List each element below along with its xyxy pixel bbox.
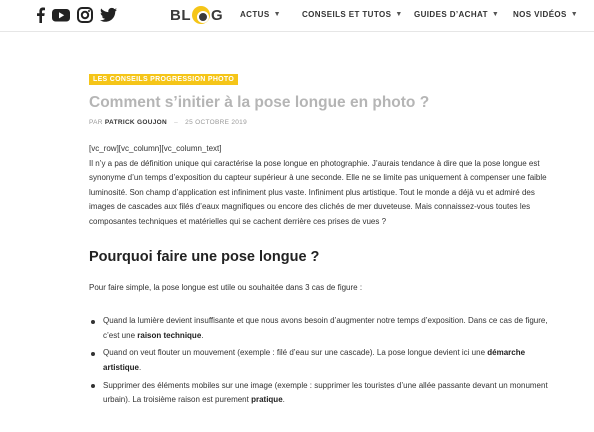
author-link[interactable]: PATRICK GOUJON [104, 119, 168, 126]
list-item-end: . [139, 362, 142, 372]
list-item [89, 379, 559, 408]
nav-label: GUIDES D’ACHAT [414, 10, 488, 19]
instagram-icon[interactable] [77, 7, 93, 23]
meta-by: PAR [89, 119, 103, 126]
site-header [0, 0, 594, 32]
intro-paragraph: Il n’y a pas de définition unique qui caractérise la pose longue en photographie. J’aurais tendance à dire que la pose longue est synonyme d’un temps d’exposition du capteur supérieur à une seconde. Elle ne se limite pas uniquement à compenser une faible luminosité. Son champ d’application est infiniment plus vaste. Infiniment plus artistique. Tout le monde a déjà vu et admiré des images de cascades aux filés d’eaux magnifiques ou encore des clichés de mer duveteuse. Mais connaissez-vous toutes les composantes techniques et matérielles qui se cachent derrière ces prises de vues ? [89, 158, 547, 226]
nav-item-conseils-et-tutos[interactable] [302, 10, 403, 19]
chevron-down-icon: ▼ [570, 11, 579, 18]
meta-separator: – [174, 119, 179, 126]
chevron-down-icon: ▼ [491, 11, 500, 18]
facebook-icon[interactable] [36, 7, 45, 23]
list-item-text: Quand la lumière devient insuffisante et que nous avons besoin d’augmenter notre temps d’exposition. Dans ce cas de figure, c’est une [103, 316, 548, 340]
post-meta [89, 119, 559, 126]
list-item-bold: raison technique [137, 330, 202, 340]
youtube-icon[interactable] [52, 7, 70, 23]
twitter-icon[interactable] [100, 7, 117, 23]
list-item-text: Supprimer des éléments mobiles sur une image (exemple : supprimer les touristes d’une allée passante devant un monument urbain). La troisième raison est purement [103, 380, 548, 405]
article [89, 68, 559, 411]
reasons-list [89, 314, 559, 408]
nav-item-actus[interactable] [240, 10, 281, 19]
nav-label: NOS VIDÉOS [513, 10, 567, 19]
logo-text-left: BL [170, 6, 191, 24]
social-links [36, 6, 124, 24]
list-item [89, 314, 559, 343]
logo-text-right: G [211, 6, 224, 24]
chevron-down-icon: ▼ [395, 11, 403, 18]
category-badge[interactable]: LES CONSEILS PROGRESSION PHOTO [89, 74, 238, 85]
list-item-bold: démarche artistique [103, 348, 526, 372]
section-heading: Pourquoi faire une pose longue ? [89, 248, 320, 265]
list-item-end: . [201, 330, 204, 340]
post-date: 25 OCTOBRE 2019 [185, 119, 247, 126]
list-item-bold: pratique [251, 395, 283, 405]
list-item [89, 346, 559, 375]
list-item-text: Quand on veut flouter un mouvement (exemple : filé d’eau sur une cascade). La pose longue devient ici une [103, 348, 488, 358]
nav-label: CONSEILS ET TUTOS [302, 10, 392, 19]
page-title: Comment s’initier à la pose longue en photo ? [89, 94, 430, 111]
logo-camera-icon [192, 6, 210, 24]
site-logo[interactable] [170, 5, 223, 25]
nav-item-nos-videos[interactable] [513, 10, 578, 19]
shortcode-text: [vc_row][vc_column][vc_column_text] [89, 144, 222, 153]
list-item-end: . [282, 395, 285, 405]
chevron-down-icon: ▼ [273, 11, 281, 18]
nav-item-guides-d-achat[interactable] [414, 10, 499, 19]
nav-label: ACTUS [240, 10, 270, 19]
section-paragraph: Pour faire simple, la pose longue est utile ou souhaitée dans 3 cas de figure : [89, 282, 363, 292]
